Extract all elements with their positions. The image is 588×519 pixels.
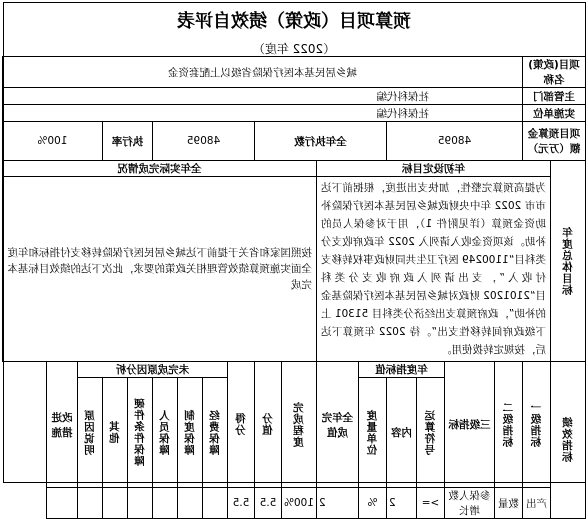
- unit-label: 实施单位: [522, 105, 585, 122]
- exec-value: 48095: [152, 122, 254, 161]
- indicator-section-label: 绩效指标: [551, 362, 586, 519]
- actual-completion-header: 全年实际完成情况: [2, 161, 316, 177]
- level1-header: 一级指标: [522, 362, 550, 488]
- operator-header: 运算符号: [416, 378, 444, 488]
- row-department: [2, 88, 585, 105]
- row-score: 5.5: [227, 488, 254, 519]
- row-reason-funding: [202, 488, 227, 519]
- row-level1: 产出: [522, 488, 550, 519]
- rate-value: 100%: [2, 122, 102, 161]
- reason-hardware-header: 硬件条件保障: [127, 378, 152, 488]
- row-reason-other: [102, 488, 127, 519]
- table-row: [2, 488, 585, 519]
- content-header: 内容: [386, 378, 416, 488]
- row-goal-texts: [2, 177, 585, 362]
- row-level3: 参保人数增长: [444, 488, 494, 519]
- reason-staff-header: 人员保障: [152, 378, 177, 488]
- annual-value-header: 年度指标值: [358, 362, 444, 378]
- row-content: 2: [386, 488, 416, 519]
- row-indicator-headers-1: [2, 362, 585, 378]
- row-unit: [2, 105, 585, 122]
- row-reason-hardware: [127, 488, 152, 519]
- budget-value: 48095: [386, 122, 522, 161]
- reason-analysis-header: 未完成原因分析: [77, 362, 227, 378]
- rate-label: 执行率: [102, 122, 152, 161]
- budget-label: 项目预算金额（万元）: [522, 122, 585, 161]
- reason-funding-header: 经费保障: [202, 378, 227, 488]
- fiscal-year: （2022 年度）: [252, 42, 336, 56]
- reason-explain-header: 原因说明: [77, 378, 102, 488]
- level2-header: 二级指标: [494, 362, 522, 488]
- row-goal-headers: [2, 161, 585, 177]
- unit-measure-header: 度量单位: [358, 378, 386, 488]
- annual-goal-label: 年度总体目标: [551, 161, 586, 362]
- row-operator: >=: [416, 488, 444, 519]
- row-actual: 2: [316, 488, 358, 519]
- project-name-value: 城乡居民基本医疗保险省级以上配套资金: [2, 57, 522, 88]
- exec-label: 全年执行数: [254, 122, 386, 161]
- row-project-name: [2, 57, 585, 88]
- evaluation-table: [2, 56, 586, 519]
- level3-header: 三级指标: [444, 362, 494, 488]
- reason-other-header: 其他: [102, 378, 127, 488]
- initial-goal-text: 为提高预算完整性，加快支出进度，根据前下达市市 2022 年中央财政城乡居民基本医疗保险补助资金预算（详见附件 1），用于对参保人员的补助。该项资金收入请列入 2022 年政府收支分类科目“1100249 医疗卫生共同财政事权转移支付收入”，支出请列入政府收支分类科目“2101202 财政对城乡居民基本医疗保险基金的补助”，政府预算支出经济分类科目 51301 上下级政府间转移性支出”。待 2022 年预算下达后，按规定转拨使用。: [316, 177, 550, 362]
- unit-value: 社保科代编: [2, 105, 522, 122]
- row-degree: 100%: [281, 488, 316, 519]
- score-header: 得分: [227, 362, 254, 488]
- points-header: 分值: [254, 362, 281, 488]
- row-reason-system: [177, 488, 202, 519]
- row-reason-explain: [77, 488, 102, 519]
- row-unit: %: [358, 488, 386, 519]
- degree-header: 完成程度: [281, 362, 316, 488]
- reason-system-header: 制度保障: [177, 378, 202, 488]
- row-measure: [46, 488, 77, 519]
- department-value: 社保科代编: [2, 88, 522, 105]
- initial-goal-header: 年初设定目标: [316, 161, 550, 177]
- row-points: 5.5: [254, 488, 281, 519]
- row-reason-staff: [152, 488, 177, 519]
- measure-header: 改进措施: [46, 362, 77, 488]
- page-title: 预算项目（政策）绩效自评表: [177, 11, 411, 32]
- actual-completion-text: 按照国家和省关于提前下达城乡居民医疗保险转移支付指标和年度全面实施预算绩效管理相关政策的要求，此次下达的绩效目标基本完成: [2, 177, 316, 362]
- actual-value-header: 全年完成值: [316, 362, 358, 488]
- row-budget: [2, 122, 585, 161]
- row-level2: 数量: [494, 488, 522, 519]
- project-name-label: 项目(政策)名称: [522, 57, 585, 88]
- department-label: 主管部门: [522, 88, 585, 105]
